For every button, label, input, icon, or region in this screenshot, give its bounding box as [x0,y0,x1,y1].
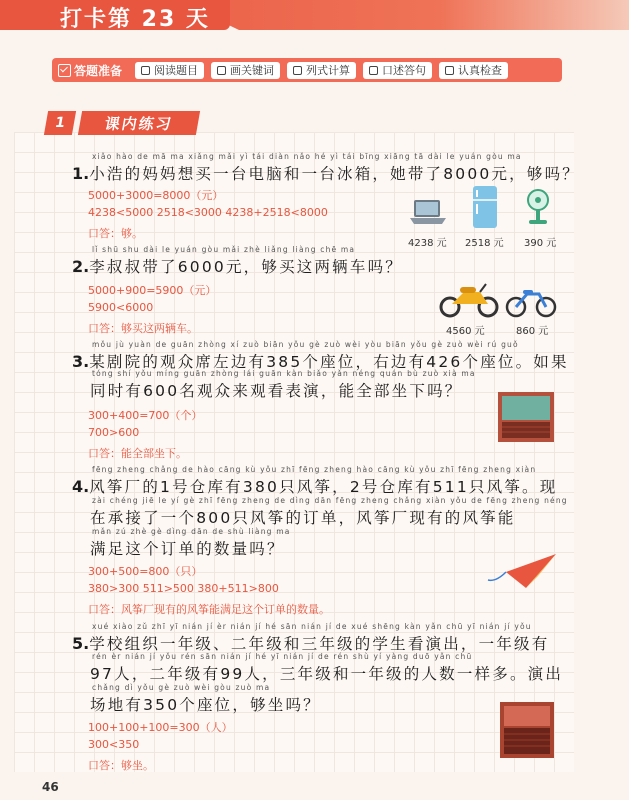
q5-answer-line: 300<350 [88,738,140,751]
q1-oral-answer: 口答：够。 [88,227,143,240]
prep-step-read[interactable] [135,62,204,79]
kite-icon [486,552,558,592]
q4-oral-answer: 口答：风筝厂现有的风筝能满足这个订单的数量。 [88,603,330,616]
q4-text-line3: 满足这个订单的数量吗？ [90,540,285,558]
prep-step-label: 列式计算 [306,64,351,77]
q4-answer-line: 380>300 511>500 380+511>800 [88,582,279,595]
q2-answer-line: 5000+900=5900（元） [88,284,217,297]
laptop-price: 4238 元 [408,238,447,249]
page-title: 打卡第 23 天 [60,7,210,32]
q5-pinyin-line3: chǎng dì yǒu gè zuò wèi gòu zuò ma [92,683,271,692]
checklist-icon [58,64,71,77]
q4-sentence: 风筝厂的1号仓库有380只风筝，2号仓库有511只风筝。现 [89,478,558,496]
motorcycle-icon [438,280,500,318]
q2-pinyin: lǐ shū shu dài le yuán gòu mǎi zhè liǎng liàng chē ma [92,245,356,254]
q1-sentence: 小浩的妈妈想买一台电脑和一台冰箱，她带了8000元，够吗？ [89,165,580,183]
checkbox-icon[interactable] [217,66,226,75]
q1-text [72,162,580,184]
q3-oral-answer: 口答：能全部坐下。 [88,447,187,460]
q5-pinyin-line2: rén èr nián jí yǒu rén sān nián jí hé yī nián jí de rén shù yí yàng duō yǎn chū [92,652,473,661]
prep-step-label: 阅读题目 [154,64,199,77]
checkbox-icon[interactable] [141,66,150,75]
fan-icon [524,188,552,226]
q4-pinyin: fēng zheng chǎng de hào cāng kù yǒu zhī fēng zheng hào cāng kù yǒu zhī fēng zheng xiàn [92,465,537,474]
bicycle-icon [505,282,557,318]
bicycle-price: 860 元 [516,326,549,337]
q5-oral-answer: 口答：够坐。 [88,759,154,772]
q3-pinyin: mǒu jù yuàn de guān zhòng xí zuò biān yǒu gè zuò wèi yòu biān yǒu gè zuò wèi rú guǒ [92,340,519,349]
q1-answer-line: 5000+3000=8000（元） [88,189,224,202]
prep-step-oral[interactable] [363,62,432,79]
prep-step-check[interactable] [439,62,508,79]
q5-text-line2: 97人，二年级有99人，三年级和一年级的人数一样多。演出 [90,665,564,683]
q4-pinyin-line2: zài chéng jiē le yí gè zhī fēng zheng de dìng dān fēng zheng chǎng xiàn yǒu de fēng zheng néng [92,496,568,505]
section-number: 1 [44,111,76,135]
prep-step-keywords[interactable] [211,62,280,79]
auditorium-image [500,702,554,758]
q5-text [72,632,549,654]
q2-sentence: 李叔叔带了6000元，够买这两辆车吗？ [89,258,403,276]
q5-sentence: 学校组织一年级、二年级和三年级的学生看演出，一年级有 [89,635,550,653]
checkbox-icon[interactable] [293,66,302,75]
prep-step-calculate[interactable] [287,62,356,79]
q5-number: 5. [72,634,90,653]
q3-number: 3. [72,352,90,371]
prep-step-label: 认真检查 [458,64,503,77]
checkbox-icon[interactable] [369,66,378,75]
q2-number: 2. [72,257,90,276]
fan-price: 390 元 [524,238,557,249]
motorcycle-price: 4560 元 [446,326,485,337]
q3-text-line2: 同时有600名观众来观看表演，能全部坐下吗？ [90,382,463,400]
answer-prep-bar [52,58,562,82]
theater-image [498,392,554,442]
q2-text [72,255,403,277]
q4-pinyin-line3: mǎn zú zhè gè dìng dān de shù liàng ma [92,527,291,536]
q1-number: 1. [72,164,90,183]
section-title: 课内练习 [78,111,200,135]
page-number: 46 [42,780,59,794]
checkbox-icon[interactable] [445,66,454,75]
q4-answer-line: 300+500=800（只） [88,565,203,578]
q5-text-line3: 场地有350个座位，够坐吗？ [90,696,321,714]
prep-title-label: 答题准备 [74,63,123,78]
q2-oral-answer: 口答：够买这两辆车。 [88,322,198,335]
q4-number: 4. [72,477,90,496]
laptop-icon [408,198,448,226]
q4-text-line2: 在承接了一个800只风筝的订单，风筝厂现有的风筝能 [90,509,516,527]
q4-text [72,475,557,497]
q3-answer-line: 300+400=700（个） [88,409,203,422]
q2-answer-line: 5900<6000 [88,301,154,314]
q1-pinyin: xiǎo hào de mā ma xiǎng mǎi yì tái diàn nǎo hé yì tái bīng xiāng tā dài le yuán gòu ma [92,152,522,161]
q3-answer-line: 700>600 [88,426,140,439]
refrigerator-price: 2518 元 [465,238,504,249]
refrigerator-icon [470,184,500,230]
prep-title [58,62,122,79]
q1-answer-line: 4238<5000 2518<3000 4238+2518<8000 [88,206,328,219]
q5-pinyin: xué xiào zǔ zhī yī nián jí èr nián jí hé sān nián jí de xué shēng kàn yǎn chū yī nián jí yǒu [92,622,532,631]
prep-step-label: 画关键词 [230,64,275,77]
prep-step-label: 口述答句 [382,64,427,77]
q3-sentence: 某剧院的观众席左边有385个座位，右边有426个座位。如果 [89,353,569,371]
q5-answer-line: 100+100+100=300（人） [88,721,233,734]
q3-pinyin-line2: tóng shí yǒu míng guān zhòng lái guān kàn biǎo yǎn néng quán bù zuò xià ma [92,369,476,378]
